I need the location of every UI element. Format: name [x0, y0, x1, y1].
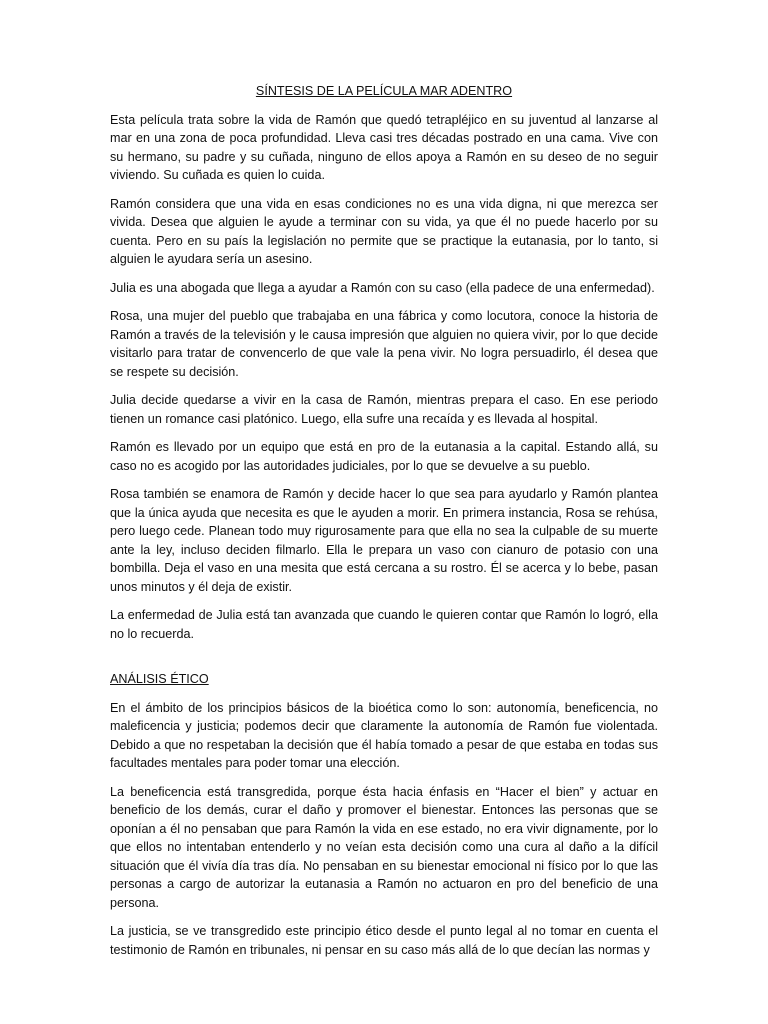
synopsis-paragraph: Rosa, una mujer del pueblo que trabajaba en una fábrica y como locutora, conoce la historia de Ramón a través de la televisión y le causa impresión que alguien no quiera vivir, por lo que decide visitarlo para tratar de convencerlo de que vale la pena vivir. No logra persuadirlo, él desea que se respete su decisión.	[110, 309, 658, 379]
analysis-heading: ANÁLISIS ÉTICO	[110, 672, 209, 686]
synopsis-paragraph: Ramón considera que una vida en esas condiciones no es una vida digna, ni que merezca ser vivida. Desea que alguien le ayude a terminar con su vida, ya que él no puede hacerlo por su cuenta. Pero en su país la legislación no permite que se practique la eutanasia, por lo tanto, si alguien le ayudara sería un asesino.	[110, 196, 658, 266]
section-spacer	[110, 653, 658, 670]
analysis-paragraph: La justicia, se ve transgredido este principio ético desde el punto legal al no tomar en cuenta el testimonio de Ramón en tribunales, ni pensar en su caso más allá de lo que decían las normas y	[110, 924, 658, 957]
document-body	[110, 82, 658, 969]
analysis-paragraph: La beneficencia está transgredida, porque ésta hacia énfasis en “Hacer el bien” y actuar en beneficio de los demás, curar el daño y promover el bienestar. Entonces las personas que se oponían a él no pensaban que para Ramón la vida en ese estado, no era vivir dignamente, por lo que ellos no intentaban entenderlo y no veían esta decisión como una cura al daño a la difícil situación que él vivía día tras día. No pensaban en su bienestar emocional ni físico por lo que las personas a cargo de autorizar la eutanasia a Ramón no actuaron en pro del beneficio de una persona.	[110, 784, 658, 910]
document-title: SÍNTESIS DE LA PELÍCULA MAR ADENTRO	[255, 84, 513, 98]
synopsis-paragraph: Julia decide quedarse a vivir en la casa de Ramón, mientras prepara el caso. En ese periodo tienen un romance casi platónico. Luego, ella sufre una recaída y es llevada al hospital.	[110, 393, 658, 426]
analysis-paragraph: En el ámbito de los principios básicos de la bioética como lo son: autonomía, beneficencia, no maleficencia y justicia; podemos decir que claramente la autonomía de Ramón fue violentada. Debido a que no respetaban la decisión que él había tomado a pesar de que estaba en todas sus facultades mentales para poder tomar una elección.	[110, 700, 658, 770]
synopsis-paragraph: Esta película trata sobre la vida de Ramón que quedó tetrapléjico en su juventud al lanzarse al mar en una zona de poca profundidad. Lleva casi tres décadas postrado en una cama. Vive con su hermano, su padre y su cuñada, ninguno de ellos apoya a Ramón en su deseo de no seguir viviendo. Su cuñada es quien lo cuida.	[110, 112, 658, 182]
synopsis-paragraph: Julia es una abogada que llega a ayudar a Ramón con su caso (ella padece de una enfermedad).	[110, 280, 655, 295]
synopsis-paragraph: Rosa también se enamora de Ramón y decide hacer lo que sea para ayudarlo y Ramón plantea que la única ayuda que necesita es que le ayuden a morir. En primera instancia, Rosa se rehúsa, pero luego cede. Planean todo muy rigurosamente para que ella no sea la culpable de su muerte ante la ley, incluso deciden filmarlo. Ella le prepara un vaso con cianuro de potasio con una bombilla. Deja el vaso en una mesita que está cercana a su rostro. Él se acerca y lo bebe, pasan unos minutos y él deja de existir.	[110, 487, 658, 594]
synopsis-paragraph: La enfermedad de Julia está tan avanzada que cuando le quieren contar que Ramón lo logró, ella no lo recuerda.	[110, 608, 658, 641]
synopsis-paragraph: Ramón es llevado por un equipo que está en pro de la eutanasia a la capital. Estando allá, su caso no es acogido por las autoridades judiciales, por lo que se devuelve a su pueblo.	[110, 440, 658, 473]
